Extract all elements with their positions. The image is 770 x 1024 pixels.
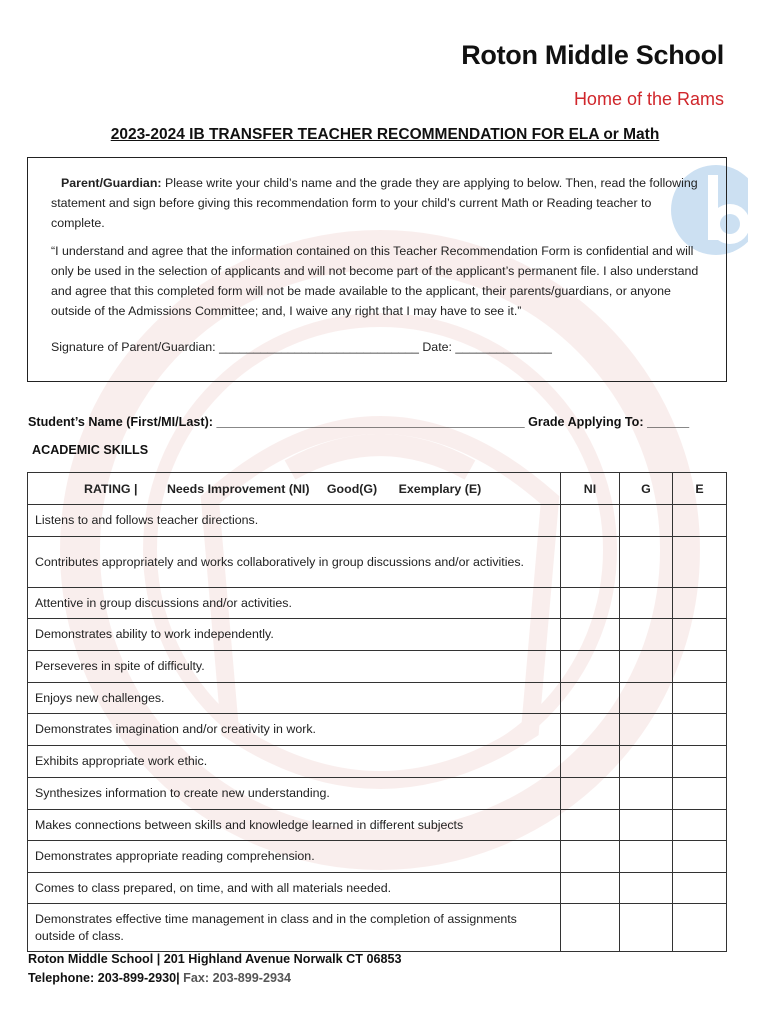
skill-row	[28, 778, 727, 810]
rating-cell-e[interactable]	[673, 810, 727, 841]
rating-cell-g[interactable]	[620, 505, 673, 537]
rating-cell-e[interactable]	[673, 714, 727, 746]
rating-cell-ni[interactable]	[561, 810, 620, 841]
skill-label: Attentive in group discussions and/or activities.	[28, 588, 561, 619]
skill-label: Enjoys new challenges.	[28, 683, 561, 714]
skill-row	[28, 537, 727, 588]
skill-row	[28, 714, 727, 746]
rating-cell-ni[interactable]	[561, 651, 620, 683]
footer-contact	[28, 969, 401, 988]
rating-cell-ni[interactable]	[561, 746, 620, 778]
rating-cell-ni[interactable]	[561, 778, 620, 810]
skill-label: Contributes appropriately and works collaboratively in group discussions and/or activities.	[28, 537, 561, 588]
rating-cell-e[interactable]	[673, 651, 727, 683]
consent-intro	[51, 173, 704, 233]
skill-row	[28, 746, 727, 778]
academic-skills-table	[27, 472, 727, 952]
student-name-grade-line[interactable]: Student’s Name (First/MI/Last): ____________________________________________ Grade Applying To: ______	[28, 415, 690, 429]
rating-cell-e[interactable]	[673, 505, 727, 537]
skill-row	[28, 651, 727, 683]
rating-cell-ni[interactable]	[561, 873, 620, 904]
rating-cell-g[interactable]	[620, 810, 673, 841]
skill-label: Synthesizes information to create new understanding.	[28, 778, 561, 810]
legend-ni: Needs Improvement (NI)	[166, 481, 310, 496]
rating-cell-e[interactable]	[673, 619, 727, 651]
rating-cell-e[interactable]	[673, 778, 727, 810]
rating-cell-e[interactable]	[673, 588, 727, 619]
rating-cell-e[interactable]	[673, 904, 727, 952]
rating-cell-g[interactable]	[620, 588, 673, 619]
rating-cell-e[interactable]	[673, 683, 727, 714]
legend-g: Good(G)	[326, 481, 378, 496]
rating-cell-g[interactable]	[620, 746, 673, 778]
parent-signature-line[interactable]: Signature of Parent/Guardian: _____________________________ Date: ______________	[51, 340, 552, 354]
skill-label: Demonstrates appropriate reading comprehension.	[28, 841, 561, 873]
rating-cell-g[interactable]	[620, 904, 673, 952]
school-name: Roton Middle School	[461, 40, 724, 70]
rating-cell-g[interactable]	[620, 651, 673, 683]
skill-row	[28, 619, 727, 651]
rating-cell-g[interactable]	[620, 841, 673, 873]
skill-row	[28, 873, 727, 904]
skill-row	[28, 841, 727, 873]
rating-header-row	[28, 473, 727, 505]
rating-label: RATING |	[84, 481, 138, 496]
rating-cell-ni[interactable]	[561, 904, 620, 952]
footer	[28, 950, 401, 988]
rating-cell-ni[interactable]	[561, 505, 620, 537]
skill-row	[28, 588, 727, 619]
skill-row	[28, 904, 727, 952]
skill-label: Demonstrates effective time management in class and in the completion of assignments outside of class.	[28, 904, 561, 952]
rating-legend-header	[28, 473, 561, 505]
skill-label: Exhibits appropriate work ethic.	[28, 746, 561, 778]
skill-row	[28, 810, 727, 841]
rating-cell-ni[interactable]	[561, 714, 620, 746]
rating-cell-ni[interactable]	[561, 537, 620, 588]
rating-cell-g[interactable]	[620, 873, 673, 904]
footer-telephone: Telephone: 203-899-2930|	[28, 971, 180, 985]
rating-cell-ni[interactable]	[561, 841, 620, 873]
rating-cell-g[interactable]	[620, 619, 673, 651]
rating-cell-e[interactable]	[673, 537, 727, 588]
footer-address: Roton Middle School | 201 Highland Avenue Norwalk CT 06853	[28, 952, 402, 966]
skill-label: Listens to and follows teacher directions.	[28, 505, 561, 537]
rating-cell-g[interactable]	[620, 537, 673, 588]
rating-cell-g[interactable]	[620, 683, 673, 714]
column-header-ni: NI	[561, 473, 620, 505]
rating-cell-g[interactable]	[620, 778, 673, 810]
skill-label: Makes connections between skills and knowledge learned in different subjects	[28, 810, 561, 841]
rating-cell-ni[interactable]	[561, 588, 620, 619]
form-title: 2023-2024 IB TRANSFER TEACHER RECOMMENDATION FOR ELA or Math	[110, 126, 660, 143]
skill-label: Perseveres in spite of difficulty.	[28, 651, 561, 683]
skill-label: Demonstrates ability to work independently.	[28, 619, 561, 651]
column-header-g: G	[620, 473, 673, 505]
parent-consent-box	[27, 157, 727, 382]
rating-cell-e[interactable]	[673, 873, 727, 904]
column-header-e: E	[673, 473, 727, 505]
consent-intro-text: Please write your child’s name and the grade they are applying to below. Then, read the following statement and sign before giving this recommendation form to your child’s current Math or Reading teacher to complete.	[51, 176, 698, 230]
footer-fax: Fax: 203-899-2934	[179, 971, 292, 985]
consent-intro-label: Parent/Guardian:	[61, 176, 162, 190]
rating-cell-e[interactable]	[673, 841, 727, 873]
rating-cell-g[interactable]	[620, 714, 673, 746]
rating-cell-e[interactable]	[673, 746, 727, 778]
rating-cell-ni[interactable]	[561, 683, 620, 714]
skill-row	[28, 505, 727, 537]
academic-skills-label: ACADEMIC SKILLS	[32, 443, 149, 457]
skill-label: Demonstrates imagination and/or creativity in work.	[28, 714, 561, 746]
legend-e: Exemplary (E)	[398, 481, 482, 496]
skill-row	[28, 683, 727, 714]
rating-cell-ni[interactable]	[561, 619, 620, 651]
consent-statement: “I understand and agree that the information contained on this Teacher Recommendation Form is confidential and will only be used in the selection of applicants and will not become part of the applicant’s permanent file. I also understand and agree that this completed form will not be made available to the applicant, their parents/guardians, or anyone outside of the Admissions Committee; and, I waive any right that I may have to see it.”	[51, 244, 699, 318]
skill-label: Comes to class prepared, on time, and with all materials needed.	[28, 873, 561, 904]
school-tagline: Home of the Rams	[573, 89, 724, 109]
